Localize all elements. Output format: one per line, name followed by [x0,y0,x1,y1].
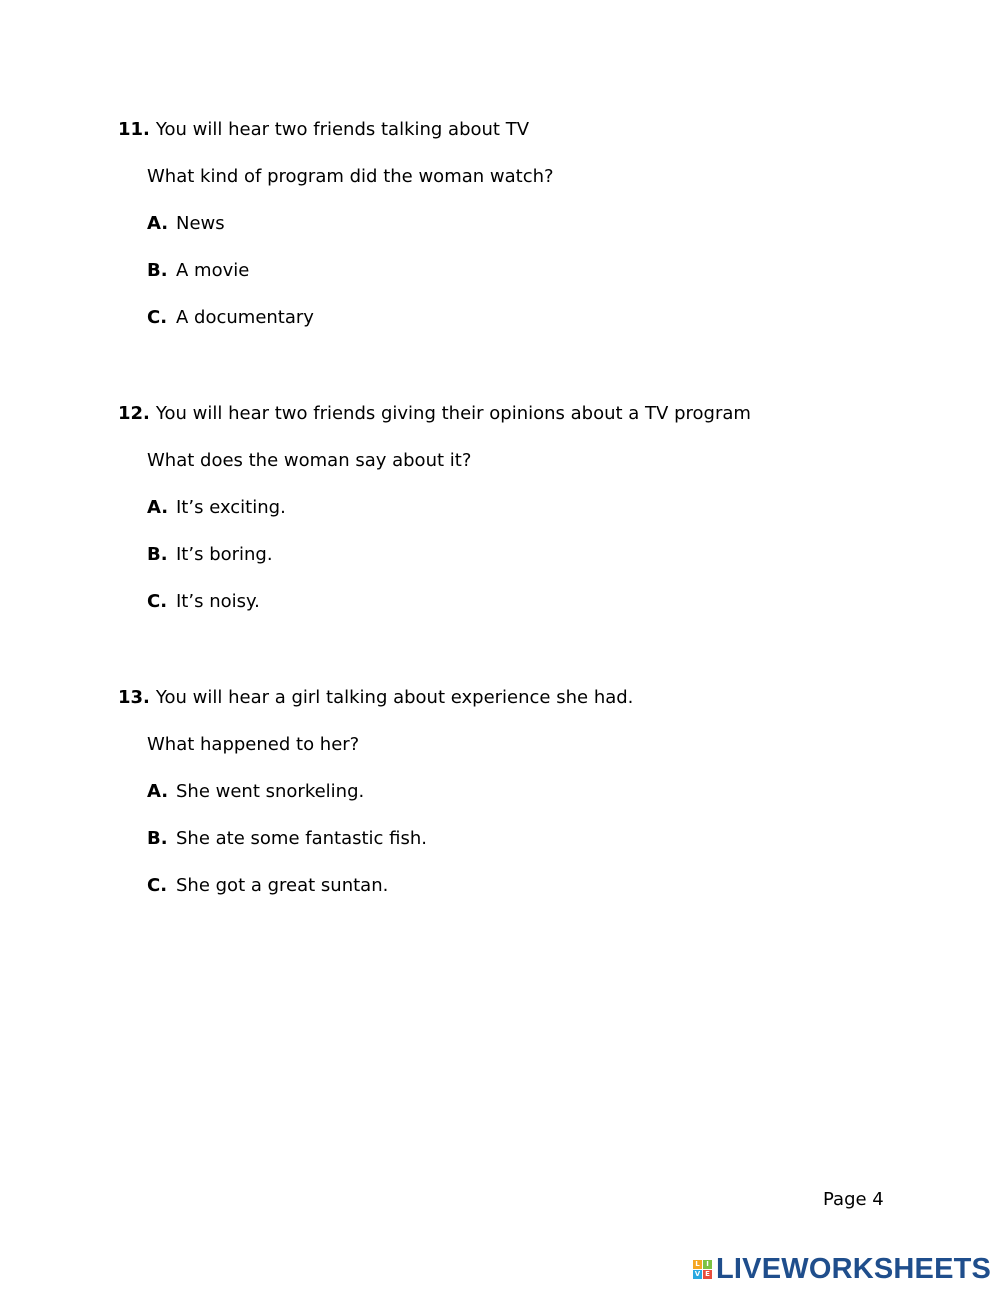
option-c[interactable] [147,874,918,898]
option-a[interactable] [147,780,918,804]
option-text: She went snorkeling. [176,781,365,802]
question-prompt: What kind of program did the woman watch? [147,166,554,187]
option-text: It’s exciting. [176,497,286,518]
liveworksheets-logo [693,1253,991,1285]
question-number: 12. [118,403,150,424]
question-stem-text: You will hear a girl talking about experience she had. [155,687,634,708]
option-text: It’s noisy. [176,591,260,612]
option-letter: B. [147,260,168,281]
logo-icon [693,1260,712,1279]
logo-cell: E [703,1270,712,1279]
option-letter: B. [147,544,168,565]
option-letter: B. [147,828,168,849]
option-letter: A. [147,213,169,234]
question-number: 13. [118,687,150,708]
option-b[interactable] [147,259,918,283]
option-text: She ate some fantastic fish. [176,828,427,849]
option-a[interactable] [147,496,918,520]
question-number: 11. [118,119,150,140]
option-b[interactable] [147,543,918,567]
question-stem [118,686,918,710]
logo-cell: L [693,1260,702,1269]
question-stem [118,118,918,142]
question-11 [118,118,918,330]
option-text: A documentary [176,307,314,328]
option-text: She got a great suntan. [176,875,389,896]
question-13 [118,686,918,898]
brand-name: LIVEWORKSHEETS [716,1252,992,1285]
question-12 [118,402,918,614]
logo-cell: I [703,1260,712,1269]
option-letter: C. [147,875,168,896]
option-text: News [176,213,225,234]
option-a[interactable] [147,212,918,236]
option-letter: C. [147,307,168,328]
question-prompt: What happened to her? [147,734,360,755]
option-text: A movie [176,260,250,281]
question-stem [118,402,918,426]
option-letter: A. [147,497,169,518]
question-prompt: What does the woman say about it? [147,450,472,471]
option-letter: A. [147,781,169,802]
option-letter: C. [147,591,168,612]
option-c[interactable] [147,590,918,614]
option-b[interactable] [147,827,918,851]
question-stem-text: You will hear two friends giving their opinions about a TV program [155,403,751,424]
option-text: It’s boring. [176,544,273,565]
page-number: Page 4 [823,1189,884,1210]
logo-cell: V [694,1269,701,1278]
option-c[interactable] [147,306,918,330]
question-stem-text: You will hear two friends talking about TV [155,119,530,140]
